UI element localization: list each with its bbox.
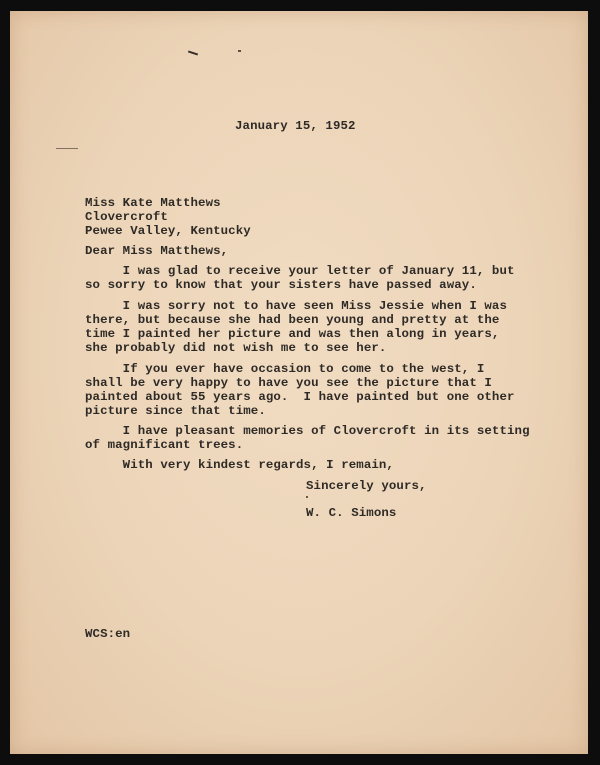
paragraph-line: of magnificant trees. xyxy=(85,438,244,452)
paragraph-line: there, but because she had been young and pretty at the xyxy=(85,313,500,327)
paragraph-line: With very kindest regards, I remain, xyxy=(85,458,394,472)
paragraph-line: she probably did not wish me to see her. xyxy=(85,341,387,355)
paragraph-line: I was sorry not to have seen Miss Jessie when I was xyxy=(85,299,507,313)
paragraph-line: picture since that time. xyxy=(85,404,266,418)
paper-mark xyxy=(238,50,241,52)
paper-mark xyxy=(56,148,78,149)
paragraph-line: time I painted her picture and was then along in years, xyxy=(85,327,500,341)
signature-name: W. C. Simons xyxy=(306,506,397,520)
salutation: Dear Miss Matthews, xyxy=(85,244,229,258)
paragraph-line: I was glad to receive your letter of January 11, but xyxy=(85,264,515,278)
paragraph-line: If you ever have occasion to come to the west, I xyxy=(85,362,485,376)
closing: Sincerely yours, xyxy=(306,479,427,493)
letter-page xyxy=(10,11,588,754)
paragraph-line: I have pleasant memories of Clovercroft in its setting xyxy=(85,424,530,438)
recipient-address-line: Clovercroft xyxy=(85,210,168,224)
signature-dot xyxy=(306,496,308,498)
paragraph-line: so sorry to know that your sisters have passed away. xyxy=(85,278,477,292)
paragraph-line: shall be very happy to have you see the picture that I xyxy=(85,376,492,390)
typist-initials: WCS:en xyxy=(85,627,131,641)
recipient-address-line: Pewee Valley, Kentucky xyxy=(85,224,251,238)
recipient-name: Miss Kate Matthews xyxy=(85,196,221,210)
letter-date: January 15, 1952 xyxy=(235,119,356,133)
paper-mark xyxy=(188,51,198,56)
paragraph-line: painted about 55 years ago. I have painted but one other xyxy=(85,390,515,404)
